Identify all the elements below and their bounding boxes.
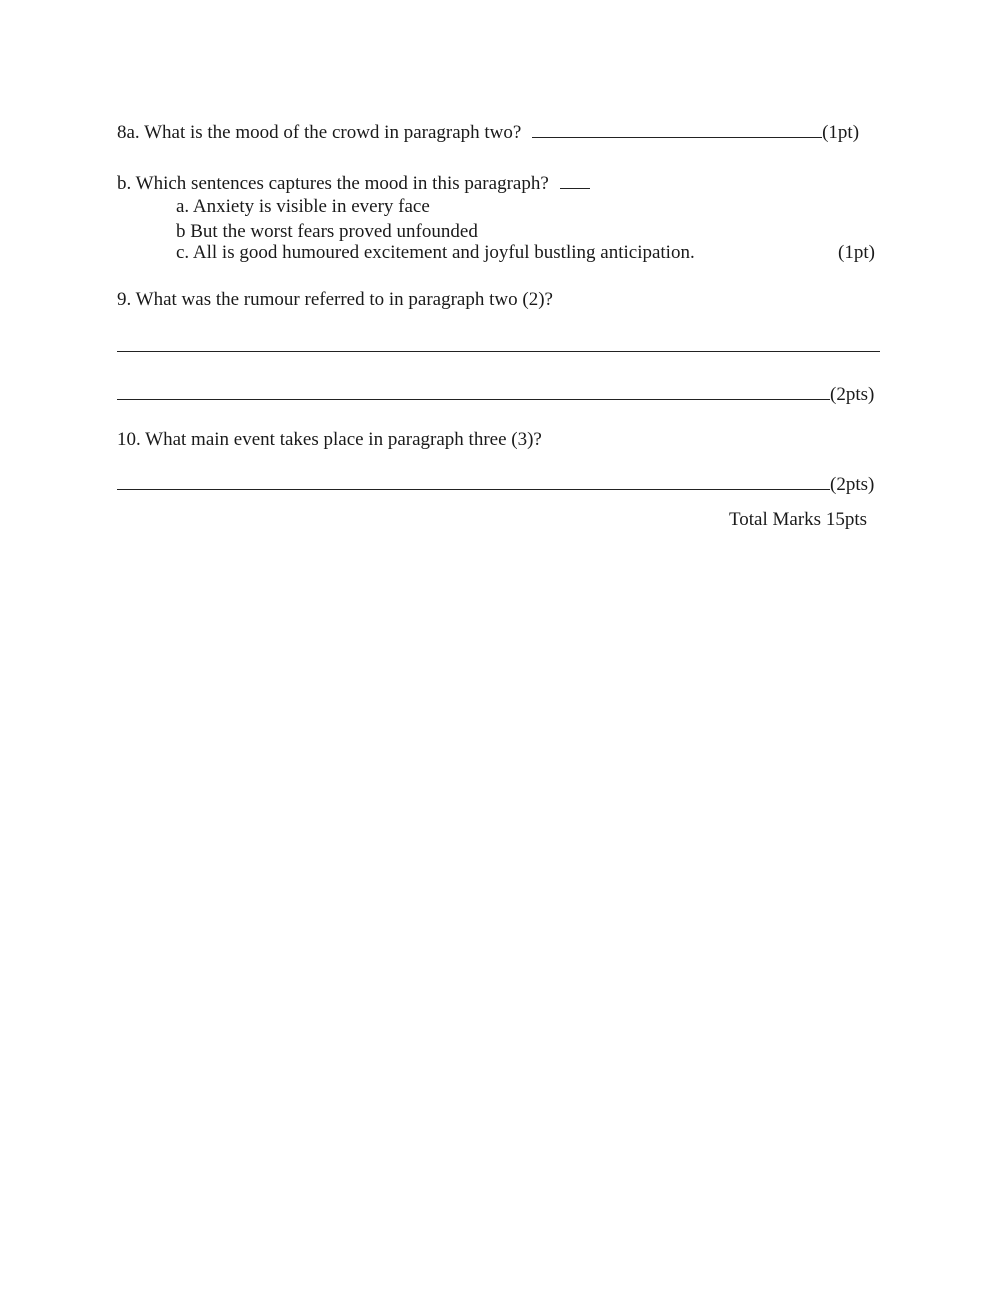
question-9-answer-line-1[interactable] (117, 351, 880, 352)
question-10-points: (2pts) (830, 474, 875, 495)
question-9-answer-row-2 (117, 382, 874, 406)
question-10-answer-line[interactable] (117, 472, 830, 490)
question-8a-answer-blank[interactable] (532, 120, 822, 138)
question-8b-option-b: b But the worst fears proved unfounded (176, 221, 478, 242)
question-8a-points: (1pt) (822, 122, 860, 143)
question-8b-option-c: c. All is good humoured excitement and joyful bustling anticipation. (176, 242, 695, 263)
question-8b (117, 171, 590, 195)
question-8a (117, 120, 859, 144)
question-9-points: (2pts) (830, 384, 875, 405)
total-marks: Total Marks 15pts (729, 509, 867, 530)
question-8b-option-a: a. Anxiety is visible in every face (176, 196, 430, 217)
question-8a-text: 8a. What is the mood of the crowd in paragraph two? (117, 122, 522, 143)
question-10-text: 10. What main event takes place in paragraph three (3)? (117, 429, 542, 450)
question-8b-answer-blank[interactable] (560, 171, 590, 189)
question-8b-points: (1pt) (838, 242, 875, 263)
question-8b-text: b. Which sentences captures the mood in this paragraph? (117, 173, 549, 194)
question-9-text: 9. What was the rumour referred to in paragraph two (2)? (117, 289, 553, 310)
question-10-answer-row (117, 472, 874, 496)
question-9-answer-line-2[interactable] (117, 382, 830, 400)
